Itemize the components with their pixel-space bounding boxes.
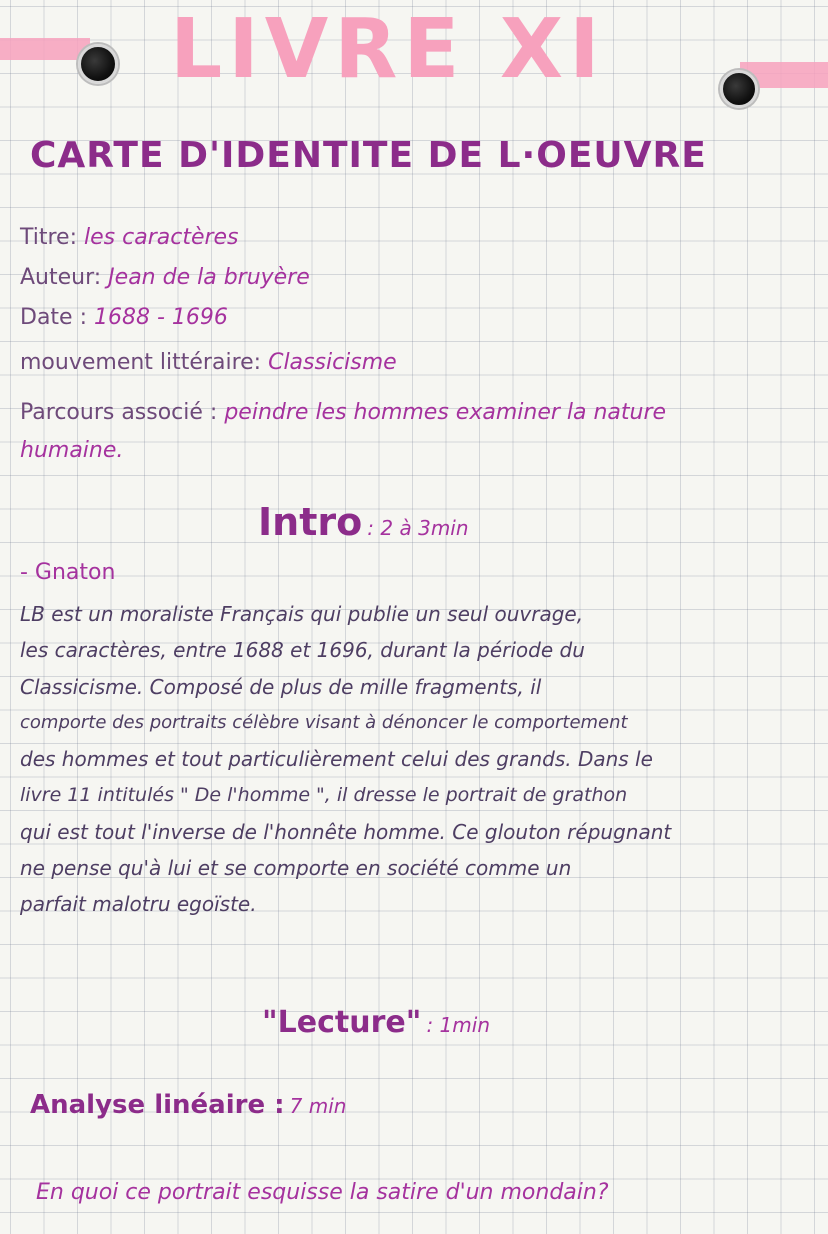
author-value: Jean de la bruyère [108,265,310,290]
intro-paragraph [20,596,820,923]
title-value: les caractères [84,225,239,250]
date-label: Date : [20,305,87,330]
date-row [20,305,228,330]
parcours-value: peindre les hommes examiner la nature [224,400,667,425]
author-row [20,265,310,290]
punch-hole-right [720,70,758,108]
intro-line: ne pense qu'à lui et se comporte en société comme un [20,856,572,881]
intro-line: les caractères, entre 1688 et 1696, durant la période du [20,638,585,663]
parcours-label: Parcours associé : [20,400,218,425]
parcours-row-cont [20,438,123,463]
parcours-row [20,400,666,425]
analyse-section-heading [30,1090,346,1120]
date-value: 1688 - 1696 [94,305,228,330]
intro-time: : 2 à 3min [367,516,469,540]
problematique-question: En quoi ce portrait esquisse la satire d'un mondain? [36,1180,609,1205]
movement-row [20,350,397,375]
book-title: LIVRE XI [170,2,606,97]
intro-line: parfait malotru egoïste. [20,892,257,917]
lecture-section-heading [262,1005,490,1040]
lecture-time: : 1min [426,1013,490,1037]
parcours-value-cont: humaine. [20,438,124,463]
card-heading: CARTE D'IDENTITE DE L·OEUVRE [30,135,707,176]
title-label: Titre: [20,225,78,250]
analyse-heading: Analyse linéaire : [30,1090,285,1120]
analyse-time: 7 min [289,1094,347,1118]
intro-subtitle [20,560,115,585]
intro-line: livre 11 intitulés " De l'homme ", il dresse le portrait de grathon [20,784,628,807]
intro-line: des hommes et tout particulièrement celui des grands. Dans le [20,747,653,772]
intro-section-heading [258,500,469,544]
intro-line: LB est un moraliste Français qui publie un seul ouvrage, [20,602,584,626]
intro-line: qui est tout l'inverse de l'honnête homme. Ce glouton répugnant [20,819,672,844]
intro-heading: Intro [258,500,363,544]
movement-value: Classicisme [268,350,397,375]
movement-label: mouvement littéraire: [20,350,262,375]
author-label: Auteur: [20,265,102,290]
lecture-heading: "Lecture" [262,1005,422,1040]
punch-hole-left [78,44,118,84]
intro-line: Classicisme. Composé de plus de mille fragments, il [20,674,542,699]
title-row [20,225,239,250]
highlight-stroke-left [0,38,90,60]
intro-line: comporte des portraits célèbre visant à dénoncer le comportement [20,711,628,733]
intro-subtitle-text: - Gnaton [20,560,116,585]
